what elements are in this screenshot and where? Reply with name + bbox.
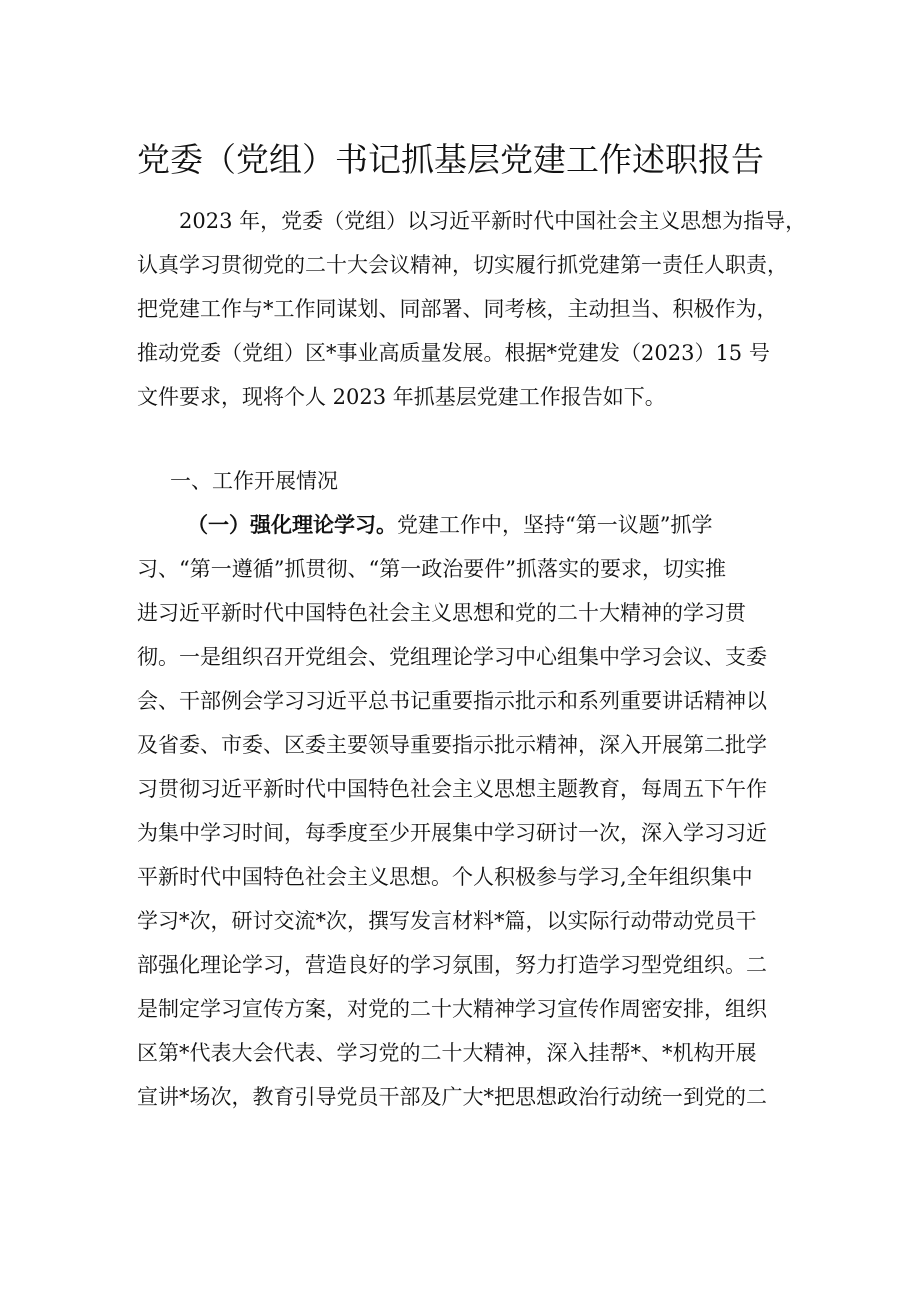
section-heading: 一、工作开展情况 [170, 469, 338, 493]
text-line: 认真学习贯彻党的二十大会议精神，切实履行抓党建第一责任人职责， [137, 253, 788, 277]
text-line: 会、干部例会学习习近平总书记重要指示批示和系列重要讲话精神以 [137, 689, 767, 713]
text-line: 进习近平新时代中国特色社会主义思想和党的二十大精神的学习贯 [137, 601, 746, 625]
text-line: 是制定学习宣传方案，对党的二十大精神学习宣传作周密安排，组织 [137, 997, 767, 1021]
text-line: 2023 年，党委（党组）以习近平新时代中国社会主义思想为指导， [179, 209, 807, 233]
text-line: 习贯彻习近平新时代中国特色社会主义思想主题教育，每周五下午作 [137, 777, 767, 801]
text-line: 习、“第一遵循”抓贯彻、“第一政治要件”抓落实的要求，切实推 [137, 557, 726, 581]
subsection-first-line [137, 503, 797, 547]
intro-paragraph [137, 199, 807, 419]
text-line: 学习*次，研讨交流*次，撰写发言材料*篇，以实际行动带动党员干 [137, 909, 757, 933]
text-line: 及省委、市委、区委主要领导重要指示批示精神，深入开展第二批学 [137, 733, 767, 757]
text-line: 把党建工作与*工作同谋划、同部署、同考核，主动担当、积极作为， [137, 297, 778, 321]
document-title: 党委（党组）书记抓基层党建工作述职报告 [137, 140, 764, 179]
text-line: 彻。一是组织召开党组会、党组理论学习中心组集中学习会议、支委 [137, 645, 767, 669]
text-line: 推动党委（党组）区*事业高质量发展。根据*党建发（2023）15 号 [137, 341, 770, 365]
text-line: 宣讲*场次，教育引导党员干部及广大*把思想政治行动统一到党的二 [137, 1085, 767, 1109]
text-line: 部强化理论学习，营造良好的学习氛围，努力打造学习型党组织。二 [137, 953, 767, 977]
subsection-heading: （一）强化理论学习。 [187, 512, 397, 537]
text-line: 为集中学习时间，每季度至少开展集中学习研讨一次，深入学习习近 [137, 821, 767, 845]
subsection-paragraph [137, 503, 797, 1119]
text-line: 平新时代中国特色社会主义思想。个人积极参与学习,全年组织集中 [137, 865, 753, 889]
text-line: 区第*代表大会代表、学习党的二十大精神，深入挂帮*、*机构开展 [137, 1041, 757, 1065]
text-fragment: 党建工作中，坚持“第一议题”抓学 [397, 513, 713, 537]
text-line: 文件要求，现将个人 2023 年抓基层党建工作报告如下。 [137, 385, 666, 409]
